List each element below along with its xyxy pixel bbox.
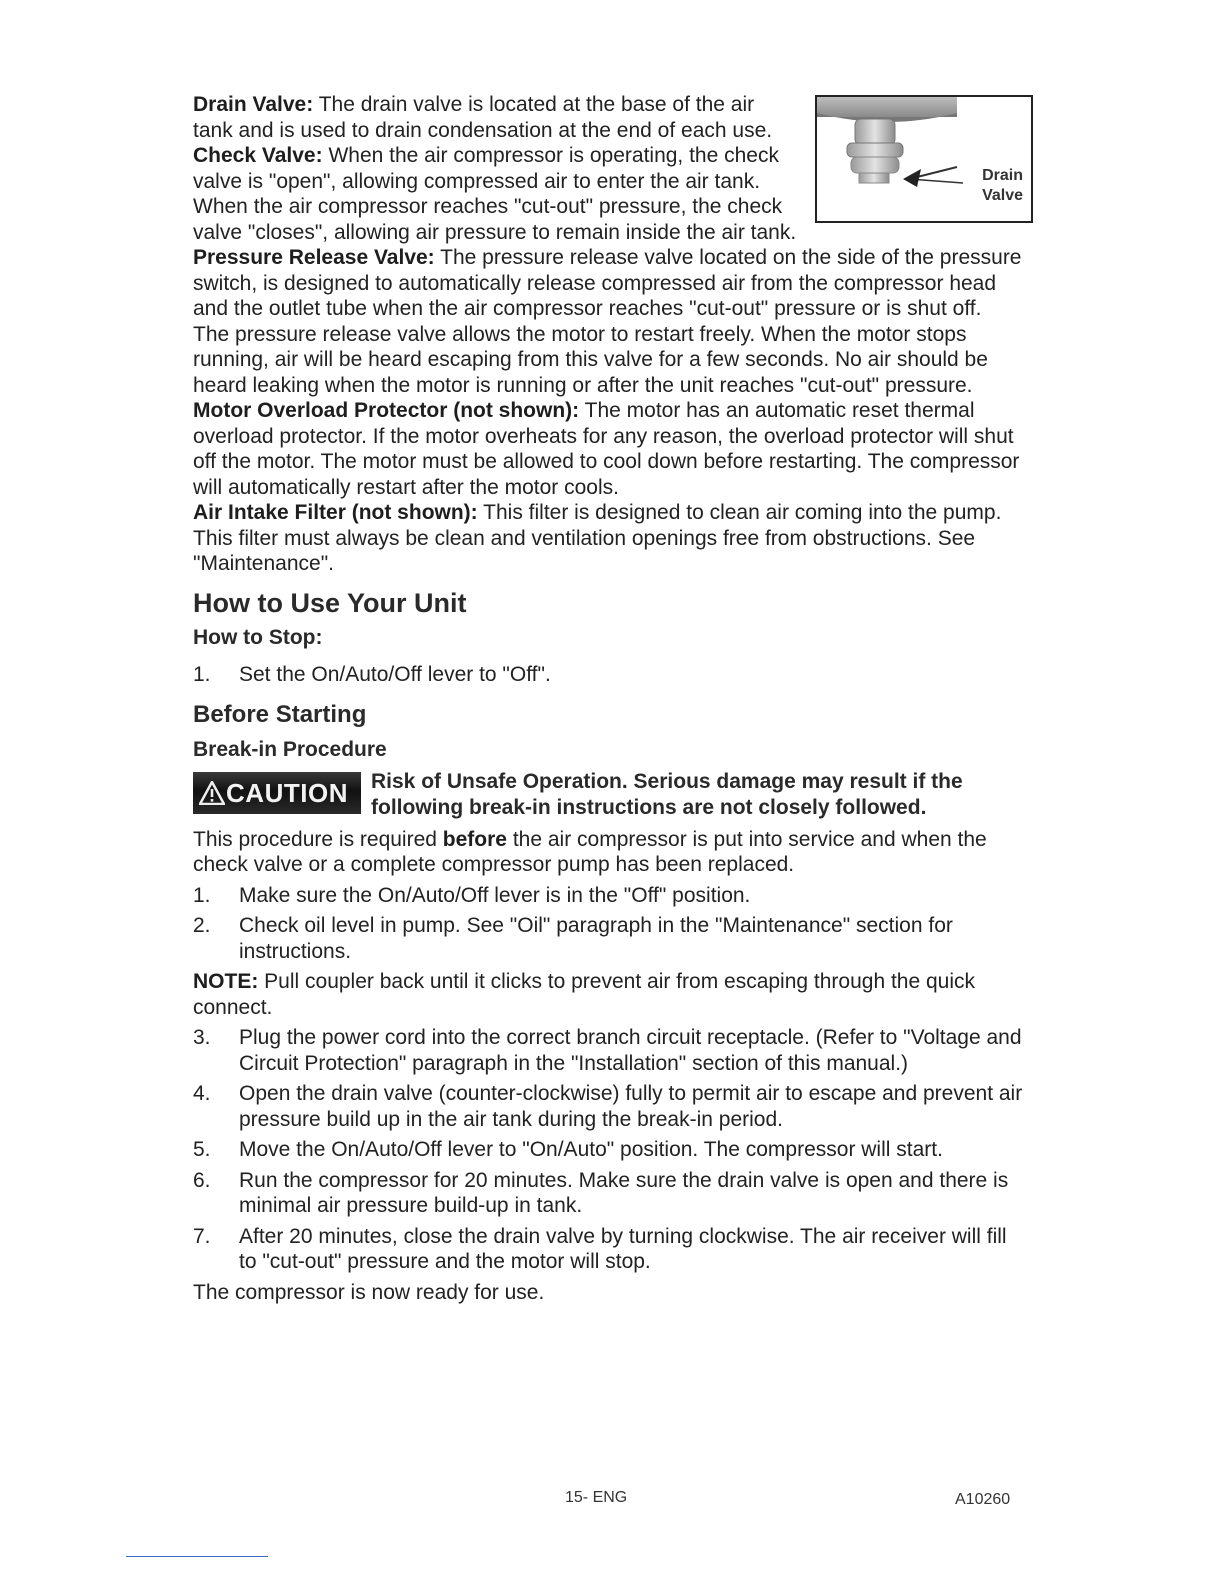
step-number: 2. bbox=[193, 914, 211, 937]
before-starting-heading: Before Starting bbox=[193, 700, 367, 728]
intro-post: the air compressor is put into service and when the check valve or a complete compressor pump has been replaced. bbox=[193, 827, 987, 876]
page-number: 15- ENG bbox=[565, 1489, 628, 1506]
air-intake-filter-paragraph bbox=[193, 500, 1023, 577]
figure-label-drain: Drain bbox=[982, 167, 1023, 184]
figure-label-valve: Valve bbox=[982, 187, 1023, 204]
drain-valve-label: Drain Valve: bbox=[193, 93, 314, 116]
caution-block bbox=[193, 769, 1023, 821]
step-number: 5. bbox=[193, 1138, 211, 1161]
step-text: Move the On/Auto/Off lever to "On/Auto" position. The compressor will start. bbox=[239, 1138, 943, 1161]
list-item bbox=[193, 913, 1023, 964]
note-label: NOTE: bbox=[193, 970, 259, 993]
caution-badge bbox=[193, 772, 361, 814]
drain-valve-text: The drain valve is located at the base of the air tank and is used to drain condensation at the end of each use. bbox=[193, 93, 773, 142]
list-item bbox=[193, 1168, 1023, 1219]
intro-bold: before bbox=[442, 827, 507, 851]
caution-text: Risk of Unsafe Operation. Serious damage may result if the following break-in instructions are not closely followed. bbox=[371, 769, 963, 819]
check-valve-label: Check Valve: bbox=[193, 144, 323, 167]
break-in-intro bbox=[193, 827, 1023, 878]
step-text: Make sure the On/Auto/Off lever is in the "Off" position. bbox=[239, 883, 751, 907]
step-number: 7. bbox=[193, 1224, 211, 1248]
motor-overload-label: Motor Overload Protector (not shown): bbox=[193, 399, 580, 422]
break-in-steps-b bbox=[193, 1025, 1023, 1275]
caution-label: CAUTION bbox=[226, 777, 348, 808]
pressure-release-valve-label: Pressure Release Valve: bbox=[193, 246, 435, 269]
motor-overload-text: The motor has an automatic reset thermal overload protector. If the motor overheats for any reason, the overload protector will shut off the motor. The motor must be allowed to cool down before restarting. The compressor will automatically restart after the motor cools. bbox=[193, 399, 1020, 499]
warning-triangle-icon bbox=[199, 781, 225, 805]
stop-steps-list bbox=[193, 662, 1023, 688]
break-in-heading: Break-in Procedure bbox=[193, 738, 387, 761]
air-intake-filter-label: Air Intake Filter (not shown): bbox=[193, 501, 478, 524]
air-intake-filter-text: This filter is designed to clean air coming into the pump. This filter must always be clean and ventilation openings free from obstructions. See "Maintenance". bbox=[193, 501, 1002, 575]
list-item bbox=[193, 1025, 1023, 1076]
list-item bbox=[193, 1137, 1023, 1163]
step-text: Check oil level in pump. See "Oil" paragraph in the "Maintenance" section for instructions. bbox=[239, 914, 953, 963]
how-to-stop-heading: How to Stop: bbox=[193, 625, 323, 649]
note-text: Pull coupler back until it clicks to prevent air from escaping through the quick connect. bbox=[193, 970, 976, 1019]
drain-valve-figure bbox=[815, 95, 1033, 223]
pressure-release-valve-text: The pressure release valve located on the side of the pressure switch, is designed to automatically release compressed air from the compressor head and the outlet tube when the air compressor reaches "cut-out" pressure or is shut off. The pressure release valve allows the motor to restart freely. When the motor stops running, air will be heard escaping from this valve for a few seconds. No air should be heard leaking when the motor is running or after the unit reaches "cut-out" pressure. bbox=[193, 246, 1022, 397]
page-edge-rule bbox=[126, 1556, 268, 1557]
step-text: Open the drain valve (counter-clockwise) fully to permit air to escape and prevent air pressure build up in the air tank during the break-in period. bbox=[239, 1082, 1023, 1131]
note-paragraph bbox=[193, 969, 1023, 1020]
list-item bbox=[193, 1081, 1023, 1132]
pressure-release-valve-paragraph bbox=[193, 245, 1023, 398]
list-item bbox=[193, 1224, 1023, 1275]
step-text: Set the On/Auto/Off lever to "Off". bbox=[239, 663, 551, 686]
check-valve-text: When the air compressor is operating, the check valve is "open", allowing compressed air to enter the air tank. When the air compressor reaches "cut-out" pressure, the check valve "closes", allowing air pressure to remain inside the air tank. bbox=[193, 144, 797, 244]
document-code: A10260 bbox=[955, 1491, 1011, 1508]
how-to-use-heading: How to Use Your Unit bbox=[193, 587, 467, 618]
closing-sentence: The compressor is now ready for use. bbox=[193, 1280, 545, 1304]
step-number: 3. bbox=[193, 1026, 211, 1049]
break-in-steps-a bbox=[193, 883, 1023, 965]
step-number: 1. bbox=[193, 663, 211, 686]
manual-page-content bbox=[193, 92, 1023, 1305]
step-text: Run the compressor for 20 minutes. Make sure the drain valve is open and there is minimal air pressure build-up in tank. bbox=[239, 1168, 1009, 1217]
step-text: After 20 minutes, close the drain valve by turning clockwise. The air receiver will fill to "cut-out" pressure and the motor will stop. bbox=[239, 1224, 1007, 1273]
list-item bbox=[193, 662, 1023, 688]
step-number: 6. bbox=[193, 1168, 211, 1192]
step-number: 1. bbox=[193, 883, 211, 907]
intro-pre: This procedure is required bbox=[193, 827, 437, 851]
step-text: Plug the power cord into the correct branch circuit receptacle. (Refer to "Voltage and Circuit Protection" paragraph in the "Installation" section of this manual.) bbox=[239, 1026, 1022, 1075]
motor-overload-paragraph bbox=[193, 398, 1023, 500]
step-number: 4. bbox=[193, 1082, 211, 1105]
list-item bbox=[193, 883, 1023, 909]
